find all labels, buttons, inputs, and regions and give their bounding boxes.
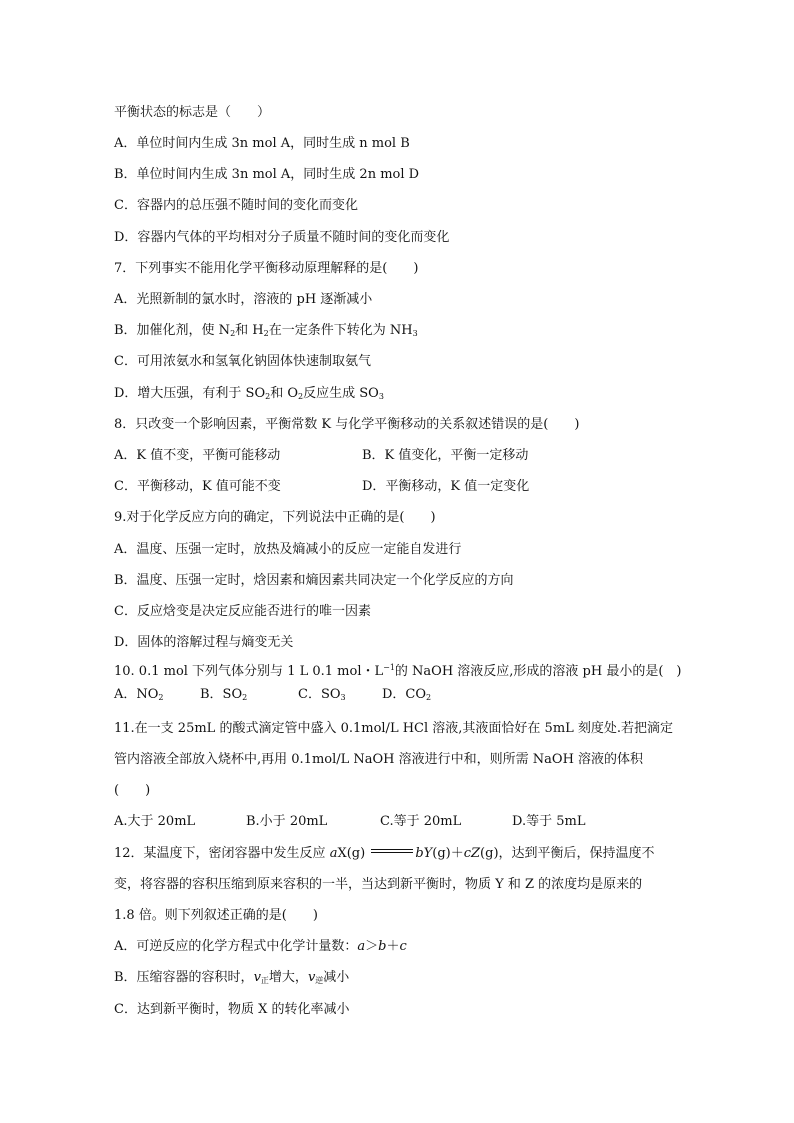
- q9-option-d: D．固体的溶解过程与熵变无关: [114, 635, 294, 650]
- q9-option-a: A．温度、压强一定时，放热及熵减小的反应一定能自发进行: [114, 542, 462, 557]
- question-11-stem-line3: ( ): [114, 783, 151, 798]
- question-9-stem: 9.对于化学反应方向的确定，下列说法中正确的是( ): [114, 510, 436, 525]
- q6-option-c: C．容器内的总压强不随时间的变化而变化: [114, 198, 358, 213]
- q9-option-c: C．反应焓变是决定反应能否进行的唯一因素: [114, 604, 371, 619]
- q10-option-a: A．$NO_2$: [114, 687, 164, 702]
- question-8-stem: 8．只改变一个影响因素，平衡常数 K 与化学平衡移动的关系叙述错误的是( ): [114, 417, 580, 432]
- question-12-stem-line1: 12．某温度下，密闭容器中发生反应 aX(g) bY(g)＋cZ(g)，达到平衡后，保持温度不: [114, 846, 655, 861]
- q11-option-b: B.小于 20mL: [246, 814, 328, 829]
- question-10-stem: 10. 0.1 mol 下列气体分别与 1 L 0.1 mol・$L^{-1}$的 NaOH 溶液反应,形成的溶液 pH 最小的是( ): [114, 663, 682, 679]
- q12-option-b: B．压缩容器的容积时，$v_正$增大，$v_逆$减小: [114, 970, 350, 985]
- q11-option-c: C.等于 20mL: [380, 814, 462, 829]
- q6-option-a: A．单位时间内生成 3n mol A，同时生成 n mol B: [114, 136, 410, 151]
- reversible-arrow-icon: [369, 847, 415, 855]
- q7-option-c: C．可用浓氨水和氢氧化钠固体快速制取氨气: [114, 354, 371, 369]
- q8-option-d: D．平衡移动，K 值一定变化: [362, 479, 530, 494]
- q10-option-c: C．$SO_3$: [298, 687, 346, 702]
- q10-option-b: B．$SO_2$: [200, 687, 248, 702]
- q9-option-b: B．温度、压强一定时，焓因素和熵因素共同决定一个化学反应的方向: [114, 573, 514, 588]
- question-6-stem-tail: 平衡状态的标志是（ ）: [114, 105, 271, 120]
- q7-option-d: D．增大压强，有利于 $SO_2$和 $O_2$反应生成 $SO_3$: [114, 386, 384, 401]
- q7-option-b: B．加催化剂，使 $N_2$和 $H_2$在一定条件下转化为 $NH_3$: [114, 323, 418, 338]
- question-12-stem-line2: 变，将容器的容积压缩到原来容积的一半，当达到新平衡时，物质 Y 和 Z 的浓度均是原来的: [114, 877, 643, 892]
- q8-option-a: A．K 值不变，平衡可能移动: [114, 448, 281, 463]
- q10-option-d: D．$CO_2$: [382, 687, 432, 702]
- q11-option-a: A.大于 20mL: [114, 814, 196, 829]
- question-12-stem-line3: 1.8 倍。则下列叙述正确的是( ): [114, 908, 318, 923]
- q8-option-c: C．平衡移动，K 值可能不变: [114, 479, 281, 494]
- question-11-stem-line2: 管内溶液全部放入烧杯中,再用 0.1mol/L NaOH 溶液进行中和，则所需 NaOH 溶液的体积: [114, 752, 644, 767]
- q11-option-d: D.等于 5mL: [512, 814, 586, 829]
- q12-option-a: A．可逆反应的化学方程式中化学计量数：a＞b＋c: [114, 939, 407, 954]
- q12-option-c: C．达到新平衡时，物质 X 的转化率减小: [114, 1002, 350, 1017]
- q8-option-b: B．K 值变化，平衡一定移动: [362, 448, 529, 463]
- question-11-stem-line1: 11.在一支 25mL 的酸式滴定管中盛入 0.1mol/L HCl 溶液,其液面恰好在 5mL 刻度处.若把滴定: [114, 721, 674, 736]
- question-7-stem: 7．下列事实不能用化学平衡移动原理解释的是( ): [114, 261, 419, 276]
- q7-option-a: A．光照新制的氯水时，溶液的 pH 逐渐减小: [114, 292, 373, 307]
- q6-option-b: B．单位时间内生成 3n mol A，同时生成 2n mol D: [114, 167, 420, 182]
- q6-option-d: D．容器内气体的平均相对分子质量不随时间的变化而变化: [114, 230, 450, 245]
